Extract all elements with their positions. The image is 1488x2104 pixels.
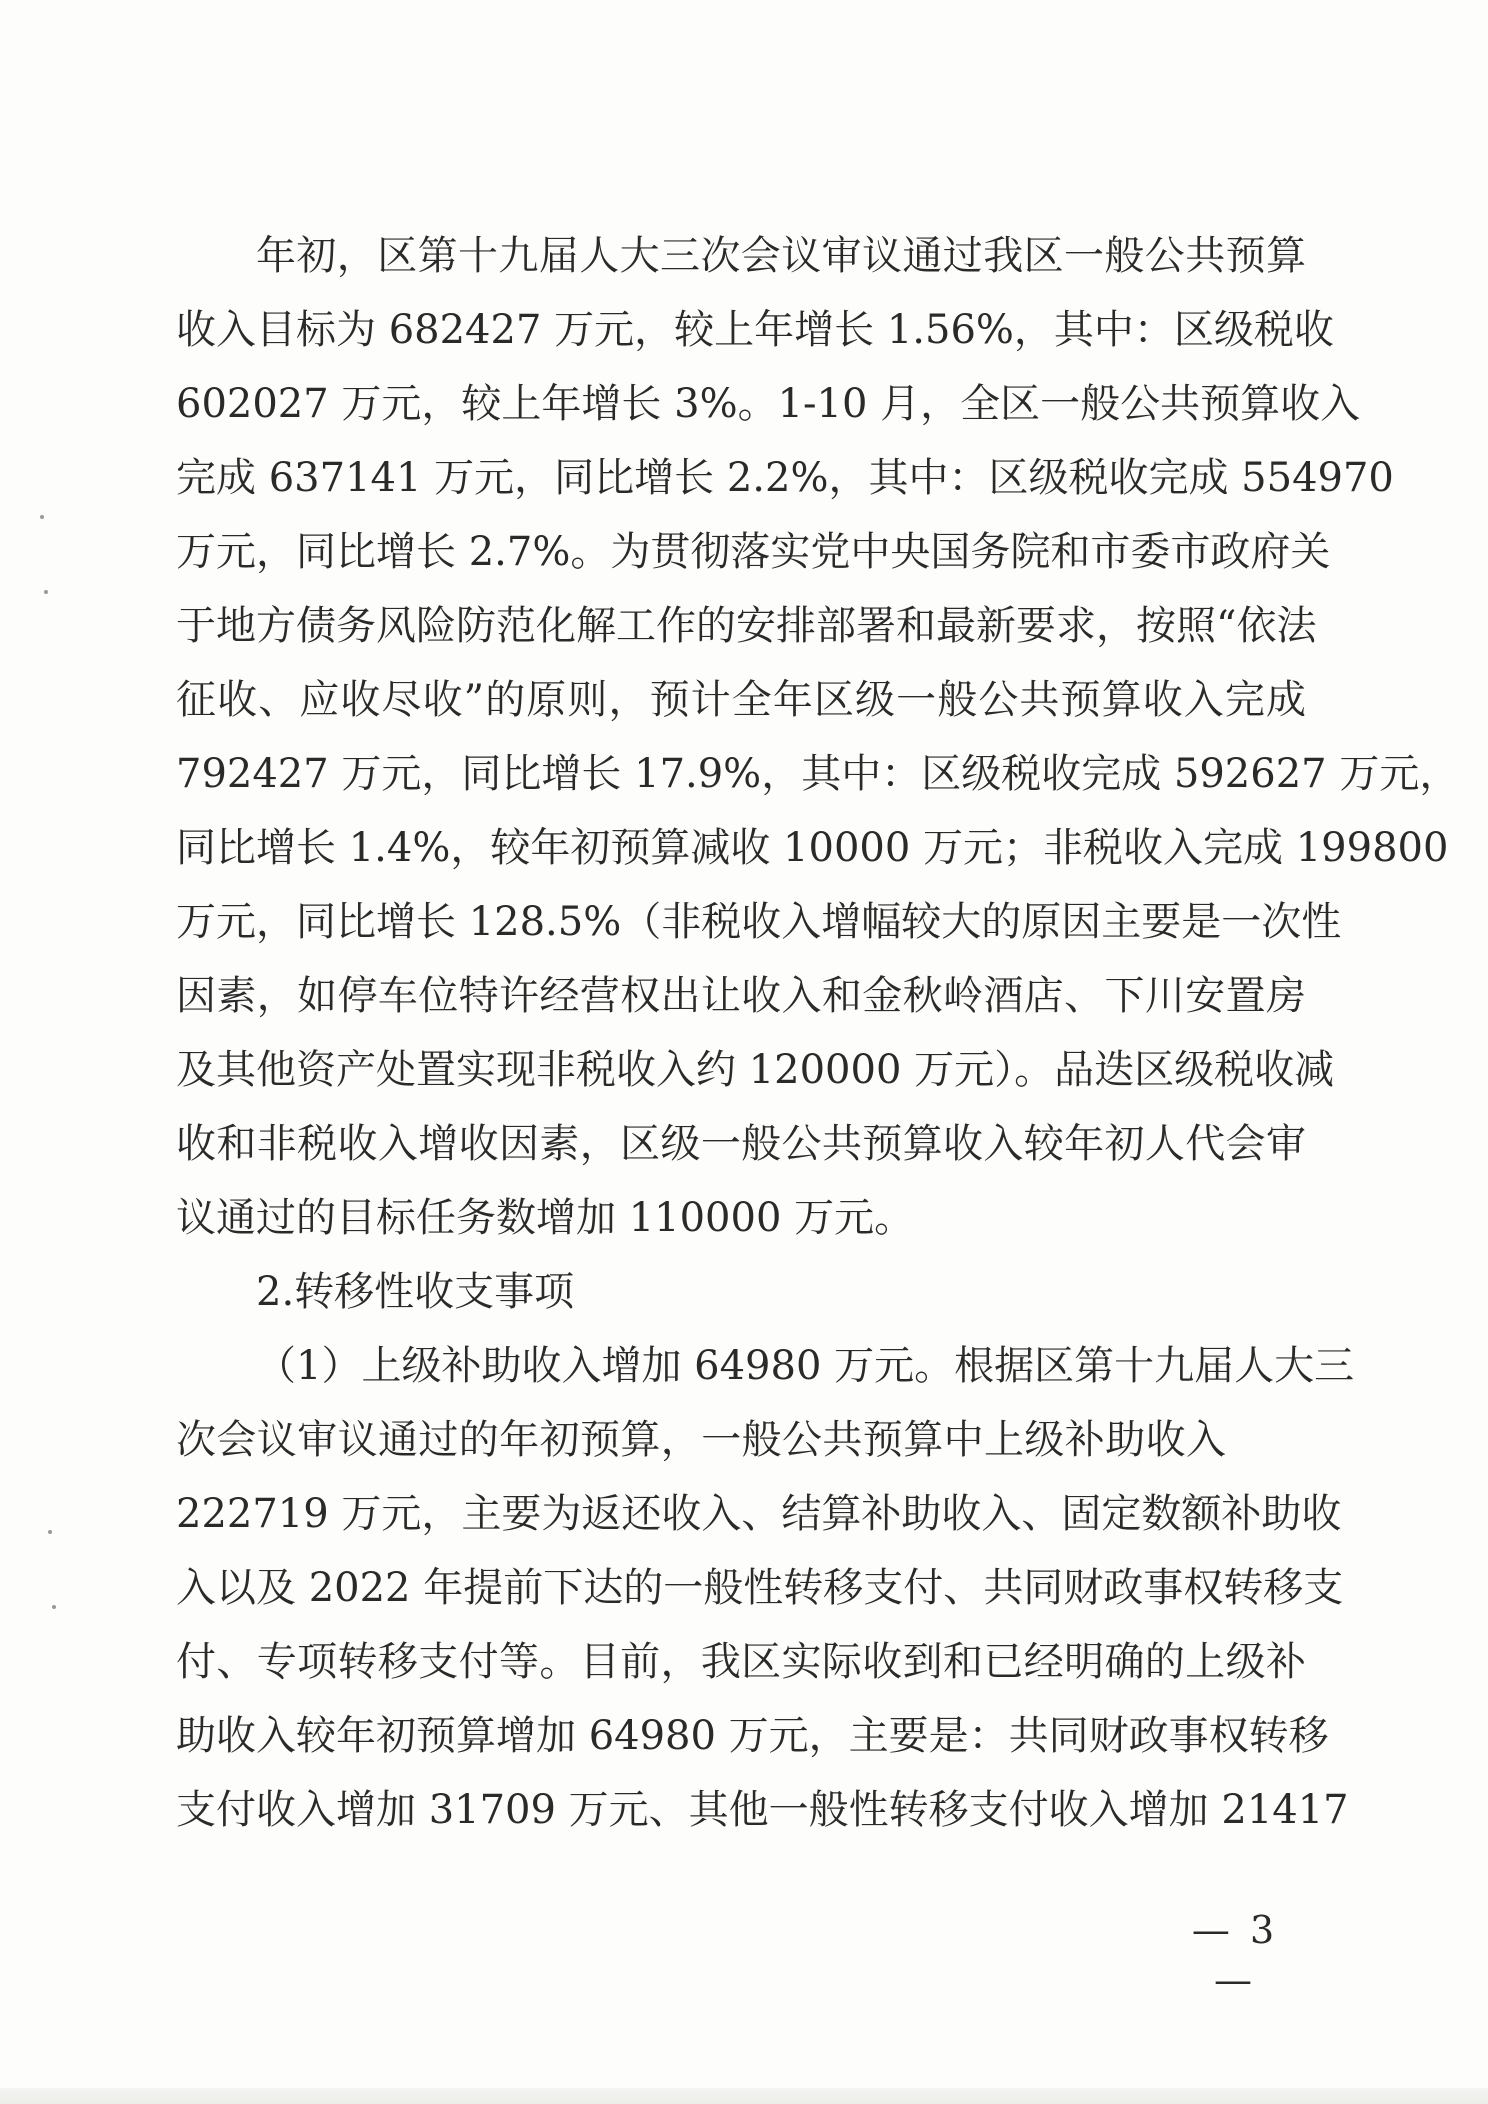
scan-speck	[40, 515, 44, 519]
paragraph-line: 助收入较年初预算增加 64980 万元，主要是：共同财政事权转移	[176, 1713, 1329, 1759]
paragraph-line: 次会议审议通过的年初预算，一般公共预算中上级补助收入	[176, 1417, 1226, 1463]
paragraph-line: 同比增长 1.4%，较年初预算减收 10000 万元；非税收入完成 199800	[176, 825, 1449, 871]
paragraph-line: 222719 万元，主要为返还收入、结算补助收入、固定数额补助收	[176, 1491, 1342, 1537]
scan-bottom-edge	[0, 2088, 1488, 2104]
paragraph-line: （1）上级补助收入增加 64980 万元。根据区第十九届人大三	[256, 1343, 1355, 1389]
scan-speck	[48, 1530, 52, 1534]
scan-speck	[52, 1605, 56, 1609]
paragraph-line: 及其他资产处置实现非税收入约 120000 万元）。品迭区级税收减	[176, 1047, 1335, 1093]
paragraph-line: 征收、应收尽收”的原则，预计全年区级一般公共预算收入完成	[176, 677, 1306, 723]
paragraph-line: 万元，同比增长 2.7%。为贯彻落实党中央国务院和市委市政府关	[176, 529, 1331, 575]
paragraph-line: 万元，同比增长 128.5%（非税收入增幅较大的原因主要是一次性	[176, 899, 1342, 945]
page-number: — 3 —	[1191, 1908, 1279, 2002]
paragraph-line: 完成 637141 万元，同比增长 2.2%，其中：区级税收完成 554970	[176, 455, 1394, 501]
section-heading: 2.转移性收支事项	[256, 1269, 575, 1315]
paragraph-line: 入以及 2022 年提前下达的一般性转移支付、共同财政事权转移支	[176, 1565, 1344, 1611]
paragraph-line: 收和非税收入增收因素，区级一般公共预算收入较年初人代会审	[176, 1121, 1306, 1167]
paragraph-line: 收入目标为 682427 万元，较上年增长 1.56%，其中：区级税收	[176, 307, 1334, 353]
paragraph-line: 年初，区第十九届人大三次会议审议通过我区一般公共预算	[256, 233, 1306, 279]
paragraph-line: 792427 万元，同比增长 17.9%，其中：区级税收完成 592627 万元，	[176, 751, 1460, 797]
paragraph-line: 付、专项转移支付等。目前，我区实际收到和已经明确的上级补	[176, 1639, 1306, 1685]
paragraph-line: 因素，如停车位特许经营权出让收入和金秋岭酒店、下川安置房	[176, 973, 1306, 1019]
paragraph-line: 于地方债务风险防范化解工作的安排部署和最新要求，按照“依法	[176, 603, 1317, 649]
paragraph-line: 支付收入增加 31709 万元、其他一般性转移支付收入增加 21417	[176, 1787, 1349, 1833]
paragraph-line: 602027 万元，较上年增长 3%。1-10 月，全区一般公共预算收入	[176, 381, 1361, 427]
paragraph-line: 议通过的目标任务数增加 110000 万元。	[176, 1195, 915, 1241]
scan-speck	[44, 590, 48, 594]
